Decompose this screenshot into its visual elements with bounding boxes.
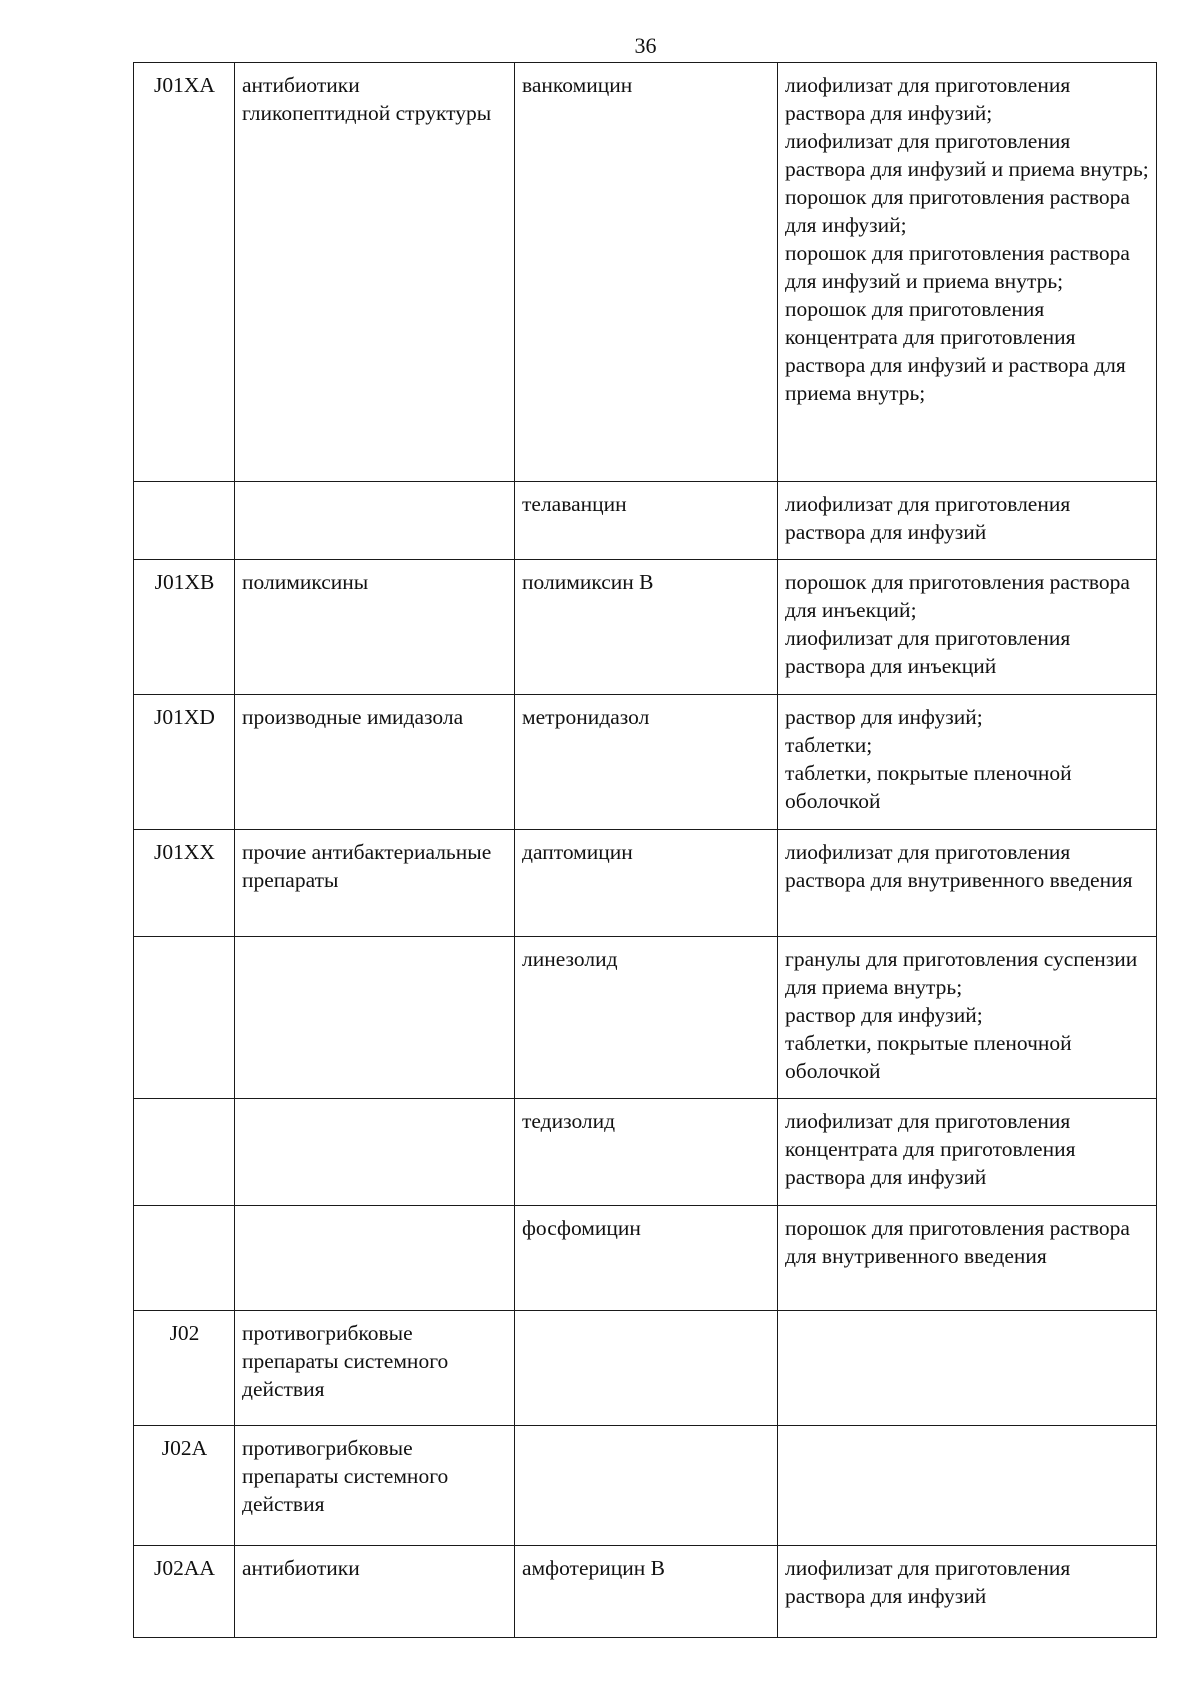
dosage-form: порошок для приготовления концентрата для приготовления раствора для инфузий и раствора для приема внутрь; [785, 297, 1126, 405]
dosage-forms-cell [778, 937, 1157, 1099]
dosage-forms-cell [778, 1546, 1157, 1638]
dosage-form: таблетки, покрытые пленочной оболочкой [785, 761, 1072, 813]
table-row [134, 695, 1157, 830]
drug-name-cell: даптомицин [515, 830, 778, 937]
atc-code-cell: J01XA [134, 63, 235, 482]
atc-code-cell [134, 482, 235, 560]
dosage-forms-cell [778, 63, 1157, 482]
atc-code-cell [134, 1099, 235, 1206]
dosage-form: порошок для приготовления раствора для инъекций; [785, 570, 1130, 622]
dosage-form: порошок для приготовления раствора для инфузий; [785, 185, 1130, 237]
drug-name-cell: метронидазол [515, 695, 778, 830]
dosage-form: лиофилизат для приготовления раствора для внутривенного введения [785, 840, 1133, 892]
drug-name-cell: тедизолид [515, 1099, 778, 1206]
dosage-forms-cell [778, 830, 1157, 937]
dosage-forms-cell [778, 1311, 1157, 1426]
page-number: 36 [634, 33, 657, 58]
dosage-forms-cell [778, 695, 1157, 830]
dosage-form: лиофилизат для приготовления раствора для инфузий и приема внутрь; [785, 129, 1149, 181]
dosage-form: лиофилизат для приготовления раствора для инфузий; [785, 73, 1071, 125]
drug-name-cell: фосфомицин [515, 1206, 778, 1311]
drug-name-cell [515, 1311, 778, 1426]
atc-code-cell [134, 937, 235, 1099]
dosage-form: лиофилизат для приготовления концентрата для приготовления раствора для инфузий [785, 1109, 1076, 1189]
dosage-form: порошок для приготовления раствора для внутривенного введения [785, 1216, 1130, 1268]
table-row [134, 1206, 1157, 1311]
dosage-forms-cell [778, 1099, 1157, 1206]
drug-name-cell: полимиксин В [515, 560, 778, 695]
atc-code-cell: J01XX [134, 830, 235, 937]
group-cell: производные имидазола [235, 695, 515, 830]
atc-code-cell: J01XD [134, 695, 235, 830]
dosage-forms-cell [778, 1426, 1157, 1546]
drug-name-cell: ванкомицин [515, 63, 778, 482]
table-row [134, 560, 1157, 695]
table-row [134, 1099, 1157, 1206]
drug-name-cell [515, 1426, 778, 1546]
group-cell: антибиотики гликопептидной структуры [235, 63, 515, 482]
group-cell [235, 1099, 515, 1206]
group-cell: прочие антибактериальные препараты [235, 830, 515, 937]
dosage-form: лиофилизат для приготовления раствора для инфузий [785, 492, 1071, 544]
dosage-forms-cell [778, 1206, 1157, 1311]
dosage-form: таблетки, покрытые пленочной оболочкой [785, 1031, 1072, 1083]
atc-code-cell: J02AA [134, 1546, 235, 1638]
group-cell [235, 937, 515, 1099]
table-row [134, 63, 1157, 482]
dosage-form: лиофилизат для приготовления раствора для инфузий [785, 1556, 1071, 1608]
dosage-form: раствор для инфузий; [785, 705, 983, 729]
table-row [134, 1311, 1157, 1426]
atc-code-cell [134, 1206, 235, 1311]
group-cell: полимиксины [235, 560, 515, 695]
group-cell [235, 482, 515, 560]
table-row [134, 1546, 1157, 1638]
dosage-form: лиофилизат для приготовления раствора для инъекций [785, 626, 1071, 678]
atc-code-cell: J02 [134, 1311, 235, 1426]
drug-name-cell: амфотерицин В [515, 1546, 778, 1638]
dosage-form: раствор для инфузий; [785, 1003, 983, 1027]
table-row [134, 1426, 1157, 1546]
group-cell [235, 1206, 515, 1311]
atc-code-cell: J02A [134, 1426, 235, 1546]
drug-name-cell: линезолид [515, 937, 778, 1099]
table-row [134, 830, 1157, 937]
dosage-form: таблетки; [785, 733, 873, 757]
dosage-forms-cell [778, 482, 1157, 560]
atc-code-cell: J01XB [134, 560, 235, 695]
drug-classification-table [133, 62, 1157, 1638]
group-cell: противогрибковые препараты системного действия [235, 1311, 515, 1426]
drug-name-cell: телаванцин [515, 482, 778, 560]
table-row [134, 482, 1157, 560]
dosage-forms-cell [778, 560, 1157, 695]
dosage-form: порошок для приготовления раствора для инфузий и приема внутрь; [785, 241, 1130, 293]
table-row [134, 937, 1157, 1099]
dosage-form: гранулы для приготовления суспензии для приема внутрь; [785, 947, 1138, 999]
group-cell: противогрибковые препараты системного действия [235, 1426, 515, 1546]
group-cell: антибиотики [235, 1546, 515, 1638]
